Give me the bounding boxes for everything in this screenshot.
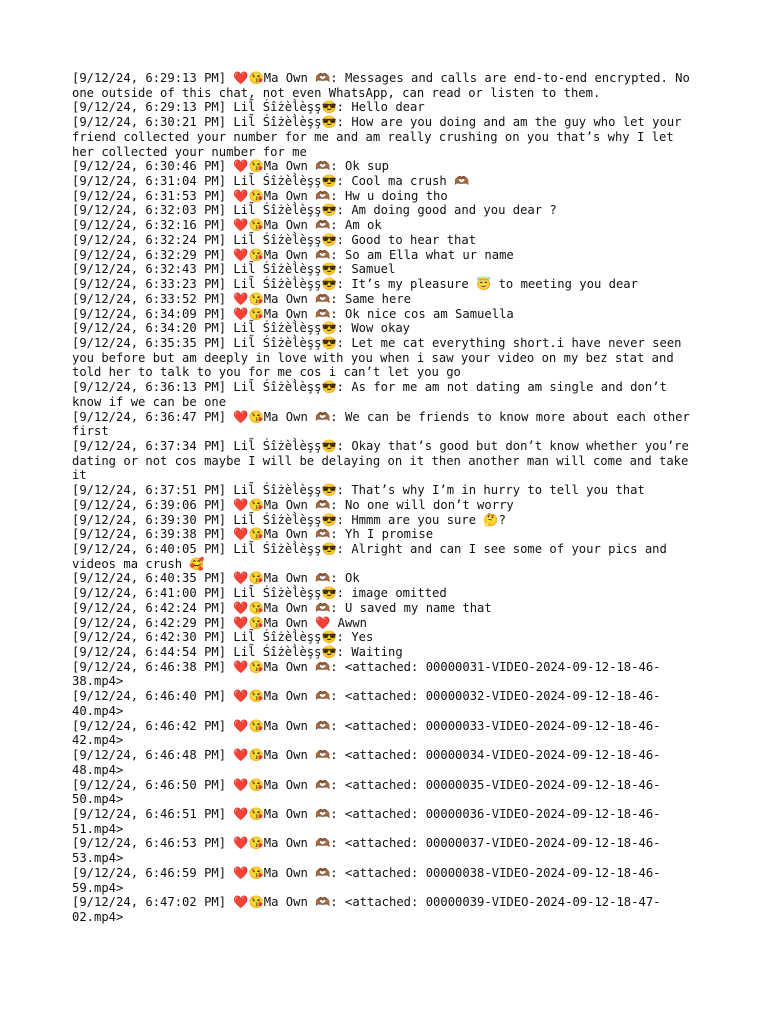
chat-message: [9/12/24, 6:37:51 PM] Lil̃ Śîżèl̀èşş😎: That’s why I’m in hurry to tell you that	[72, 483, 645, 498]
chat-message: [9/12/24, 6:42:30 PM] Lil̃ Śîżèl̀èşş😎: Yes	[72, 630, 374, 645]
chat-message: [9/12/24, 6:41:00 PM] Lil̃ Śîżèl̀èşş😎: image omitted	[72, 586, 447, 601]
chat-message: [9/12/24, 6:31:04 PM] Lil̃ Śîżèl̀èşş😎: Cool ma crush 🫶🏾	[72, 174, 470, 189]
chat-message: [9/12/24, 6:30:46 PM] ❤️😘Ma Own 🫶🏾: Ok sup	[72, 159, 390, 174]
chat-message: [9/12/24, 6:34:09 PM] ❤️😘Ma Own 🫶🏾: Ok nice cos am Samuella	[72, 306, 514, 321]
chat-message: [9/12/24, 6:32:16 PM] ❤️😘Ma Own 🫶🏾: Am ok	[72, 218, 382, 233]
chat-message: [9/12/24, 6:33:23 PM] Lil̃ Śîżèl̀èşş😎: It’s my pleasure 😇 to meeting you dear	[72, 277, 638, 292]
chat-message: [9/12/24, 6:46:51 PM] ❤️😘Ma Own 🫶🏾: <attached: 00000036-VIDEO-2024-09-12-18-46-51.mp4>	[72, 806, 661, 836]
chat-message: [9/12/24, 6:40:35 PM] ❤️😘Ma Own 🫶🏾: Ok	[72, 571, 360, 586]
chat-message: [9/12/24, 6:39:06 PM] ❤️😘Ma Own 🫶🏾: No one will don’t worry	[72, 497, 514, 512]
chat-message: [9/12/24, 6:39:30 PM] Lil̃ Śîżèl̀èşş😎: Hmmm are you sure 🤔?	[72, 512, 506, 527]
chat-message: [9/12/24, 6:29:13 PM] ❤️😘Ma Own 🫶🏾: Messages and calls are end-to-end encrypted. No one outside of this chat, not even WhatsApp, can read or listen to them.	[72, 71, 698, 100]
chat-message: [9/12/24, 6:30:21 PM] Lil̃ Śîżèl̀èşş😎: How are you doing and am the guy who let your friend collected your number for me and am really crushing on you that’s why I let her collected your number for me	[72, 115, 689, 159]
chat-message: [9/12/24, 6:46:38 PM] ❤️😘Ma Own 🫶🏾: <attached: 00000031-VIDEO-2024-09-12-18-46-38.mp4>	[72, 659, 661, 689]
chat-message: [9/12/24, 6:46:50 PM] ❤️😘Ma Own 🫶🏾: <attached: 00000035-VIDEO-2024-09-12-18-46-50.mp4>	[72, 777, 661, 807]
chat-message: [9/12/24, 6:46:59 PM] ❤️😘Ma Own 🫶🏾: <attached: 00000038-VIDEO-2024-09-12-18-46-59.mp4>	[72, 865, 661, 895]
chat-message: [9/12/24, 6:44:54 PM] Lil̃ Śîżèl̀èşş😎: Waiting	[72, 645, 403, 660]
chat-message: [9/12/24, 6:32:43 PM] Lil̃ Śîżèl̀èşş😎: Samuel	[72, 262, 396, 277]
chat-message: [9/12/24, 6:29:13 PM] Lil̃ Śîżèl̀èşş😎: Hello dear	[72, 100, 425, 115]
chat-message: [9/12/24, 6:33:52 PM] ❤️😘Ma Own 🫶🏾: Same here	[72, 291, 412, 306]
chat-message: [9/12/24, 6:46:42 PM] ❤️😘Ma Own 🫶🏾: <attached: 00000033-VIDEO-2024-09-12-18-46-42.mp4>	[72, 718, 661, 748]
chat-message: [9/12/24, 6:46:53 PM] ❤️😘Ma Own 🫶🏾: <attached: 00000037-VIDEO-2024-09-12-18-46-53.mp4>	[72, 836, 661, 866]
chat-message: [9/12/24, 6:46:48 PM] ❤️😘Ma Own 🫶🏾: <attached: 00000034-VIDEO-2024-09-12-18-46-48.mp4>	[72, 748, 661, 777]
chat-message: [9/12/24, 6:32:24 PM] Lil̃ Śîżèl̀èşş😎: Good to hear that	[72, 232, 477, 247]
chat-message: [9/12/24, 6:32:29 PM] ❤️😘Ma Own 🫶🏾: So am Ella what ur name	[72, 247, 514, 262]
chat-message: [9/12/24, 6:31:53 PM] ❤️😘Ma Own 🫶🏾: Hw u doing tho	[72, 188, 448, 203]
chat-message: [9/12/24, 6:34:20 PM] Lil̃ Śîżèl̀èşş😎: Wow okay	[72, 321, 411, 336]
chat-message: [9/12/24, 6:32:03 PM] Lil̃ Śîżèl̀èşş😎: Am doing good and you dear ?	[72, 203, 557, 218]
chat-message: [9/12/24, 6:35:35 PM] Lil̃ Śîżèl̀èşş😎: Let me cat everything short.i have never seen you before but am deeply in love with you when i saw your video on my bez stat and told her to talk to you for me cos i can’t let you go	[72, 335, 689, 380]
chat-message: [9/12/24, 6:39:38 PM] ❤️😘Ma Own 🫶🏾: Yh I promise	[72, 527, 434, 542]
chat-message: [9/12/24, 6:37:34 PM] Lil̃ Śîżèl̀èşş😎: Okay that’s good but don’t know whether you’re dating or not cos maybe I will be delaying on it then another man will come and take it	[72, 438, 697, 483]
chat-message: [9/12/24, 6:40:05 PM] Lil̃ Śîżèl̀èşş😎: Alright and can I see some of your pics and videos ma crush 🥰	[72, 542, 675, 571]
chat-message: [9/12/24, 6:46:40 PM] ❤️😘Ma Own 🫶🏾: <attached: 00000032-VIDEO-2024-09-12-18-46-40.mp4>	[72, 689, 661, 718]
chat-message: [9/12/24, 6:36:13 PM] Lil̃ Śîżèl̀èşş😎: As for me am not dating am single and don’t know if we can be one	[72, 380, 675, 409]
chat-message: [9/12/24, 6:42:24 PM] ❤️😘Ma Own 🫶🏾: U saved my name that	[72, 600, 492, 615]
chat-message: [9/12/24, 6:47:02 PM] ❤️😘Ma Own 🫶🏾: <attached: 00000039-VIDEO-2024-09-12-18-47-02.mp4>	[72, 895, 661, 924]
chat-transcript	[72, 71, 702, 925]
chat-message: [9/12/24, 6:42:29 PM] ❤️😘Ma Own ❤️ Awwn	[72, 615, 367, 630]
chat-message: [9/12/24, 6:36:47 PM] ❤️😘Ma Own 🫶🏾: We can be friends to know more about each other first	[72, 409, 698, 439]
